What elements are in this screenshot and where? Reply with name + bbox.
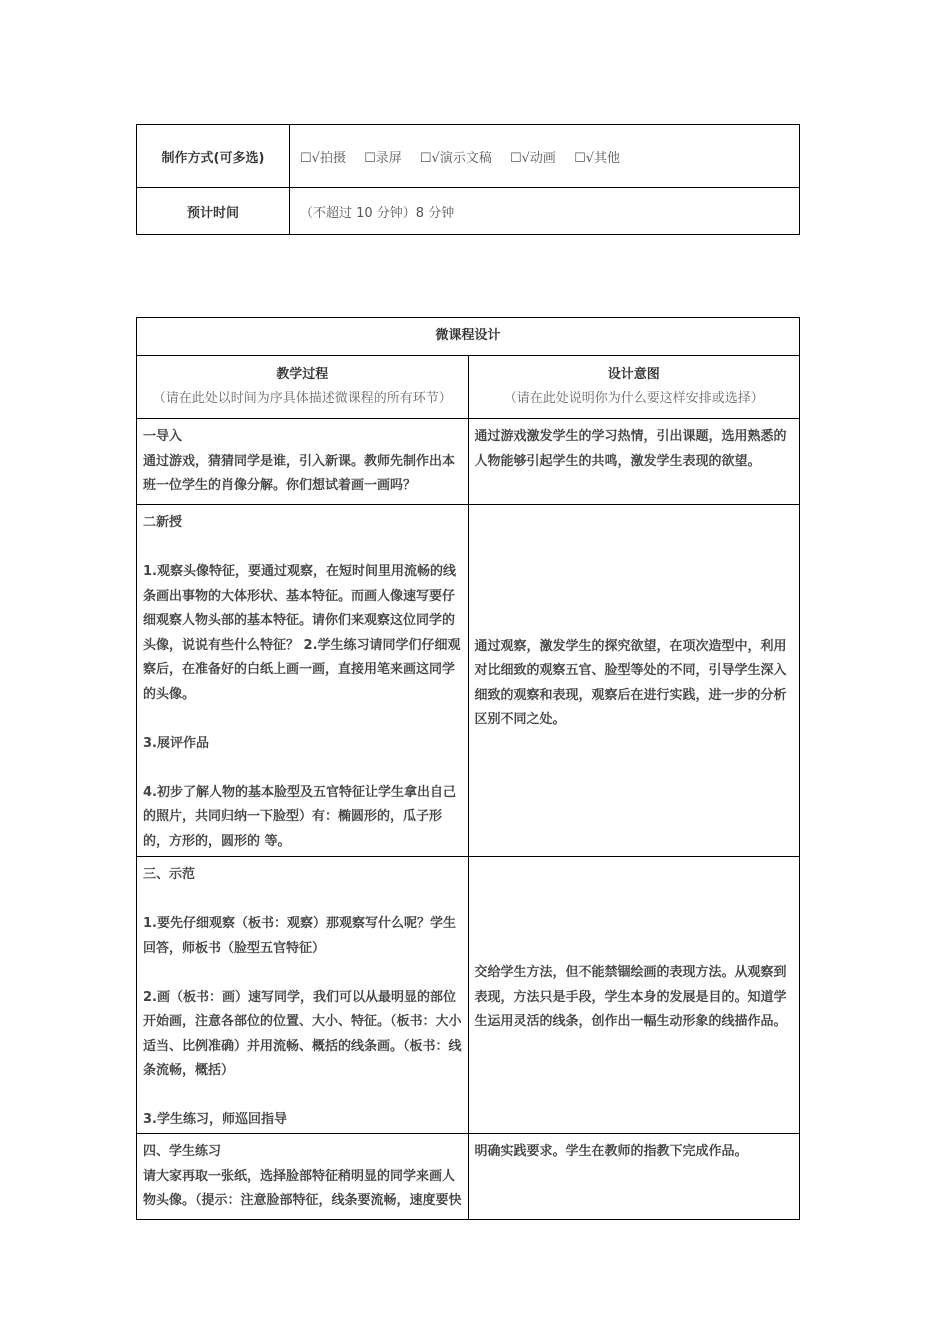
design-intent-title: 设计意图	[607, 367, 660, 382]
design-table-title: 微课程设计	[137, 318, 800, 356]
teaching-process-title: 教学过程	[276, 367, 329, 382]
intent-text: 通过游戏激发学生的学习热情，引出课题，选用熟悉的人物能够引起学生的共鸣，激发学生表现的欲望。	[474, 429, 787, 469]
process-text: 2.画（板书：画）速写同学，我们可以从最明显的部位开始画，注意各部位的位置、大小、特征。（板书：大小适当、比例准确）并用流畅、概括的线条画。（板书：线条流畅，概括）	[143, 989, 462, 1078]
intent-text: 明确实践要求。学生在教师的指教下完成作品。	[474, 1144, 748, 1159]
process-text: 3.展评作品	[143, 735, 209, 751]
estimated-time-label: 预计时间	[137, 188, 290, 235]
process-text: 通过游戏，猜猜同学是谁，引入新课。教师先制作出本班一位学生的肖像分解。你们想试着画一画吗？	[143, 453, 456, 493]
process-text: 1.观察头像特征，要通过观察，在短时间里用流畅的线条画出事物的大体形状、基本特征。而画人像速写要仔细观察人物头部的基本特征。请你们来观察这位同学的头像，说说有些什么特征？ 2.学生练习请同学们仔细观察后，在准备好的白纸上画一画，直接用笔来画这同学的头像。	[143, 564, 461, 702]
option-record-screen-checkbox[interactable]: ☐录屏	[364, 150, 402, 166]
design-intent-subtitle: （请在此处说明你为什么要这样安排或选择）	[503, 391, 764, 406]
intent-cell-practice	[468, 1134, 800, 1220]
intent-cell-new-lesson	[468, 505, 800, 857]
process-heading: 一导入	[143, 429, 183, 444]
process-cell-new-lesson	[137, 505, 469, 857]
option-shoot-checkbox[interactable]: ☐√拍摄	[300, 150, 346, 166]
design-intent-header	[468, 356, 800, 419]
production-info-table	[136, 124, 800, 235]
process-heading: 四、学生练习	[143, 1144, 222, 1159]
process-cell-demo	[137, 857, 469, 1134]
process-heading: 三、示范	[143, 867, 196, 882]
option-other-checkbox[interactable]: ☐√其他	[574, 150, 621, 166]
production-method-options	[290, 125, 800, 188]
teaching-process-header	[137, 356, 469, 419]
intent-cell-intro	[468, 419, 800, 505]
process-heading: 二新授	[143, 515, 183, 530]
estimated-time-value: （不超过 10 分钟）8 分钟	[290, 188, 800, 235]
process-text: 4.初步了解人物的基本脸型及五官特征让学生拿出自己的照片，共同归纳一下脸型）有：椭圆形的，瓜子形的，方形的，圆形的 等。	[143, 784, 456, 849]
process-cell-practice	[137, 1134, 469, 1220]
intent-text: 通过观察，激发学生的探究欲望，在项次造型中，利用对比细致的观察五官、脸型等处的不同，引导学生深入细致的观察和表现，观察后在进行实践，进一步的分析区别不同之处。	[474, 638, 787, 727]
process-text: 请大家再取一张纸，选择脸部特征稍明显的同学来画人物头像。（提示：注意脸部特征，线条要流畅，速度要快	[143, 1168, 462, 1208]
micro-course-design-table	[136, 317, 800, 1220]
intent-text: 交给学生方法，但不能禁锢绘画的表现方法。从观察到表现，方法只是手段，学生本身的发展是目的。知道学生运用灵活的线条，创作出一幅生动形象的线描作品。	[474, 965, 787, 1030]
process-text: 3.学生练习，师巡回指导	[143, 1112, 287, 1127]
option-slides-checkbox[interactable]: ☐√演示文稿	[419, 150, 492, 166]
production-method-label: 制作方式(可多选)	[137, 125, 290, 188]
option-animation-checkbox[interactable]: ☐√动画	[509, 150, 556, 166]
process-text: 1.要先仔细观察（板书：观察）那观察写什么呢？学生回答，师板书（脸型五官特征）	[143, 916, 456, 956]
process-cell-intro	[137, 419, 469, 505]
intent-cell-demo	[468, 857, 800, 1134]
teaching-process-subtitle: （请在此处以时间为序具体描述微课程的所有环节）	[152, 391, 452, 406]
